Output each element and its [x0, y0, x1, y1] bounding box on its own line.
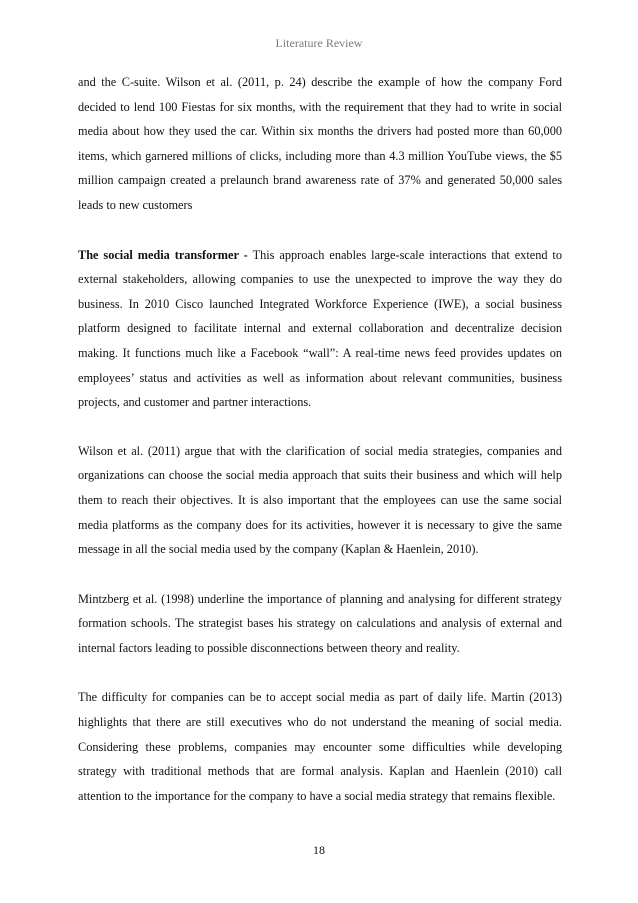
page-number: 18 [313, 843, 325, 857]
paragraph-text: The difficulty for companies can be to accept social media as part of daily life. Martin (2013) highlights that there are still executives who do not understand the meaning of social media. Considering these problems, companies may encounter some difficulties while developing strategy with traditional methods that are formal analysis. Kaplan and Haenlein (2010) call attention to the importance for the company to have a social media strategy that remains flexible. [78, 690, 562, 803]
paragraph-text: This approach enables large-scale interactions that extend to external stakeholders, allowing companies to use the unexpected to improve the way they do business. In 2010 Cisco launched Integrated Workforce Experience (IWE), a social business platform designed to facilitate internal and external collaboration and decentralize decision making. It functions much like a Facebook “wall”: A real-time news feed provides updates on employees’ status and activities as well as information about relevant communities, business projects, and customer and partner interactions. [78, 247, 562, 410]
paragraph-text: Wilson et al. (2011) argue that with the clarification of social media strategies, companies and organizations can choose the social media approach that suits their business and which will help them to reach their objectives. It is also important that the employees can use the same social media platforms as the company does for its activities, however it is necessary to give the same message in all the social media used by the company (Kaplan & Haenlein, 2010). [78, 443, 562, 557]
paragraph-difficulty [78, 685, 562, 808]
paragraph-ford-example [78, 70, 562, 218]
paragraph-social-media-transformer [78, 243, 562, 415]
paragraph-lead-heading: The social media transformer - [78, 247, 253, 262]
running-header: Literature Review [275, 36, 363, 50]
paragraph-wilson-strategies [78, 439, 562, 562]
document-body [78, 70, 562, 833]
paragraph-mintzberg [78, 587, 562, 661]
paragraph-text: Mintzberg et al. (1998) underline the importance of planning and analysing for different strategy formation schools. The strategist bases his strategy on calculations and analysis of external and internal factors leading to possible disconnections between theory and reality. [78, 591, 562, 655]
paragraph-text: and the C-suite. Wilson et al. (2011, p. 24) describe the example of how the company Ford decided to lend 100 Fiestas for six months, with the requirement that they had to write in social media about how they used the car. Within six months the drivers had posted more than 60,000 items, which garnered millions of clicks, including more than 4.3 million YouTube views, the $5 million campaign created a prelaunch brand awareness rate of 37% and generated 50,000 sales leads to new customers [78, 75, 562, 212]
